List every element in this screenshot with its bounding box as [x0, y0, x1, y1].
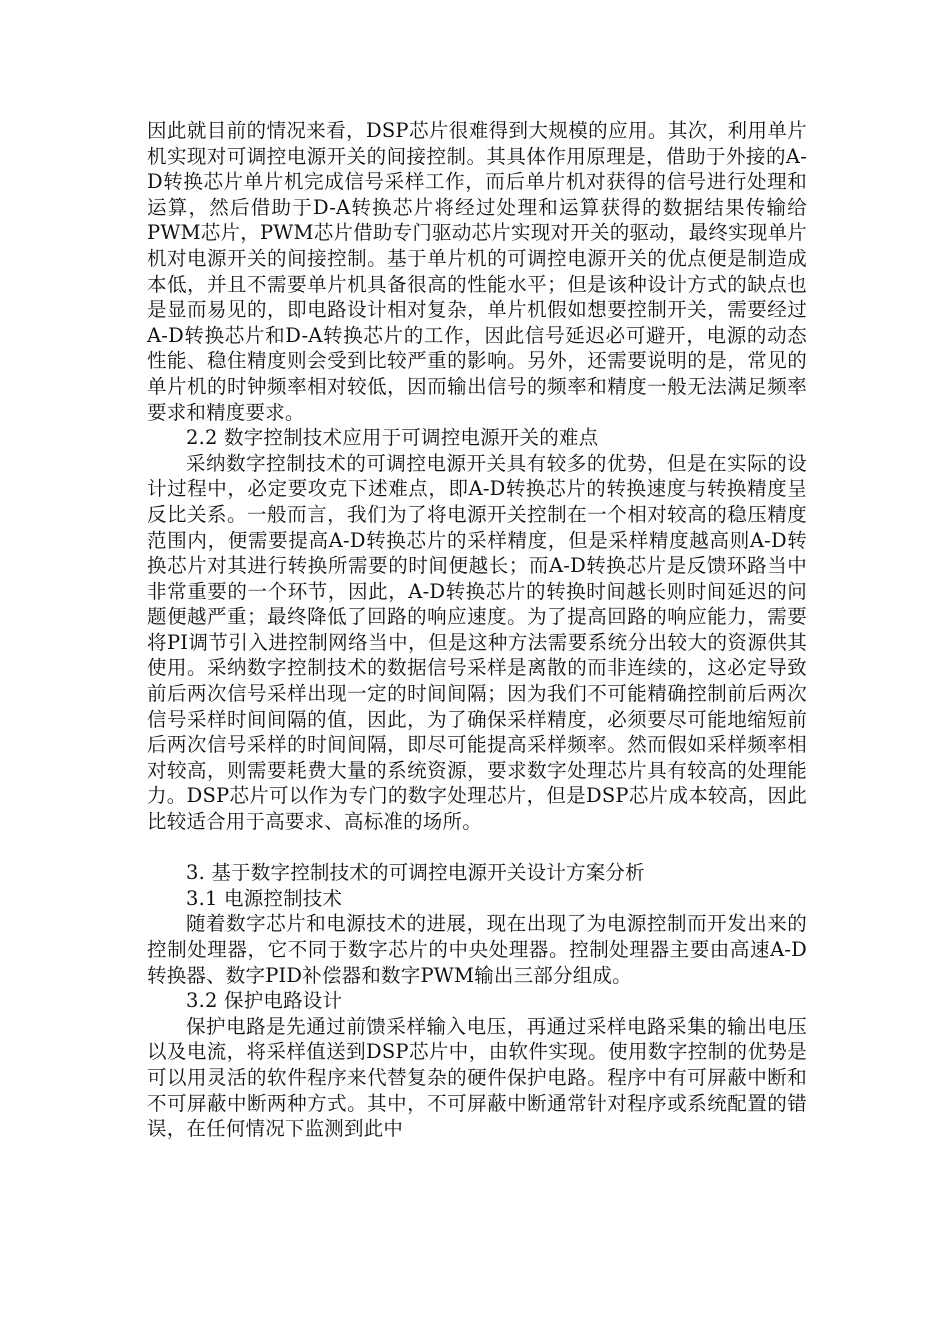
- section-heading-3-1: 3.1 电源控制技术: [186, 886, 343, 910]
- document-body: [147, 118, 807, 1142]
- section-heading-3: 3. 基于数字控制技术的可调控电源开关设计方案分析: [186, 861, 645, 885]
- section-heading-3-2: 3.2 保护电路设计: [186, 989, 343, 1013]
- section-spacer: [147, 835, 807, 861]
- paragraph-dsp-single-chip: 因此就目前的情况来看，DSP芯片很难得到大规模的应用。其次，利用单片机实现对可调控电源开关的间接控制。其具体作用原理是，借助于外接的A-D转换芯片单片机完成信号采样工作，而后单片机对获得的信号进行处理和运算，然后借助于D-A转换芯片将经过处理和运算获得的数据结果传输给PWM芯片，PWM芯片借助专门驱动芯片实现对开关的驱动，最终实现单片机对电源开关的间接控制。基于单片机的可调控电源开关的优点便是制造成本低，并且不需要单片机具备很高的性能水平；但是该种设计方式的缺点也是显而易见的，即电路设计相对复杂，单片机假如想要控制开关，需要经过A-D转换芯片和D-A转换芯片的工作，因此信号延迟必可避开，电源的动态性能、稳住精度则会受到比较严重的影响。另外，还需要说明的是，常见的单片机的时钟频率相对较低，因而输出信号的频率和精度一般无法满足频率要求和精度要求。: [147, 119, 807, 424]
- paragraph-power-control: 随着数字芯片和电源技术的进展，现在出现了为电源控制而开发出来的控制处理器，它不同于数字芯片的中央处理器。控制处理器主要由高速A-D转换器、数字PID补偿器和数字PWM输出三部分组成。: [147, 912, 807, 987]
- section-heading-2-2: 2.2 数字控制技术应用于可调控电源开关的难点: [186, 426, 599, 450]
- paragraph-difficulties: 采纳数字控制技术的可调控电源开关具有较多的优势，但是在实际的设计过程中，必定要攻克下述难点，即A-D转换芯片的转换速度与转换精度呈反比关系。一般而言，我们为了将电源开关控制在一个相对较高的稳压精度范围内，便需要提高A-D转换芯片的采样精度，但是采样精度越高则A-D转换芯片对其进行转换所需要的时间便越长；而A-D转换芯片是反馈环路当中非常重要的一个环节，因此，A-D转换芯片的转换时间越长则时间延迟的问题便越严重；最终降低了回路的响应速度。为了提高回路的响应能力，需要将PI调节引入进控制网络当中，但是这种方法需要系统分出较大的资源供其使用。采纳数字控制技术的数据信号采样是离散的而非连续的，这必定导致前后两次信号采样出现一定的时间间隔；因为我们不可能精确控制前后两次信号采样时间间隔的值，因此，为了确保采样精度，必须要尽可能地缩短前后两次信号采样的时间间隔，即尽可能提高采样频率。然而假如采样频率相对较高，则需要耗费大量的系统资源，要求数字处理芯片具有较高的处理能力。DSP芯片可以作为专门的数字处理芯片，但是DSP芯片成本较高，因此比较适合用于高要求、高标准的场所。: [147, 451, 807, 834]
- paragraph-protection-circuit: 保护电路是先通过前馈采样输入电压，再通过采样电路采集的输出电压以及电流，将采样值送到DSP芯片中，由软件实现。使用数字控制的优势是可以用灵活的软件程序来代替复杂的硬件保护电路。程序中有可屏蔽中断和不可屏蔽中断两种方式。其中，不可屏蔽中断通常针对程序或系统配置的错误，在任何情况下监测到此中: [147, 1014, 807, 1141]
